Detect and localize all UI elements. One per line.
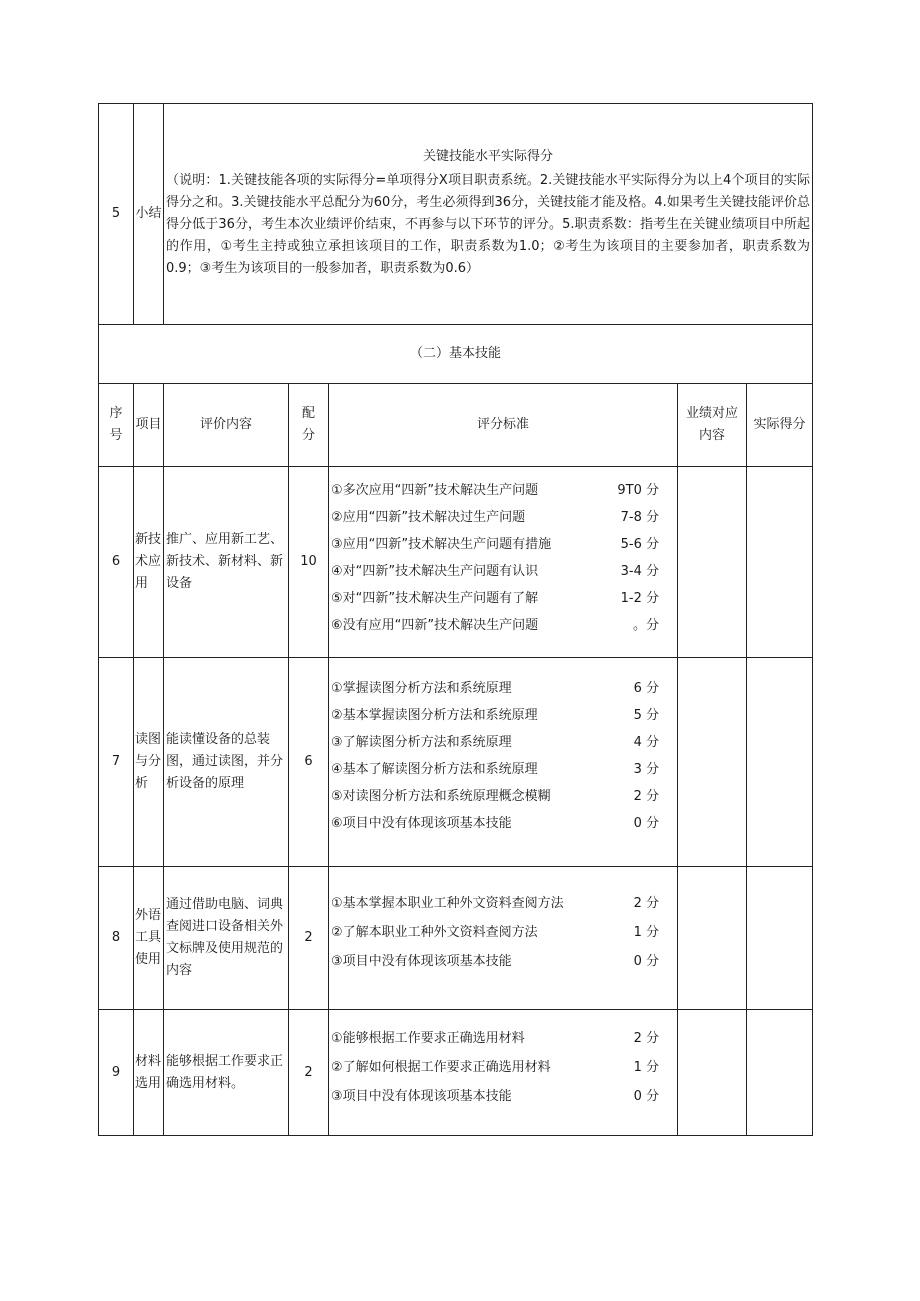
criterion: ①掌握读图分析方法和系统原理 6 分 — [331, 681, 659, 696]
criterion: ②应用“四新”技术解决过生产问题 7-8 分 — [331, 510, 659, 525]
header-actual: 实际得分 — [753, 417, 806, 432]
criterion: ①能够根据工作要求正确选用材料 2 分 — [331, 1031, 659, 1046]
rule — [98, 103, 813, 104]
criterion: ④基本了解读图分析方法和系统原理 3 分 — [331, 762, 659, 777]
row-no: 9 — [111, 1064, 121, 1080]
header-points: 配分 — [301, 406, 315, 443]
summary-title: 关键技能水平实际得分 — [422, 149, 553, 164]
row-content: 通过借助电脑、词典查阅进口设备相关外文标牌及使用规范的内容 — [166, 897, 284, 978]
rule — [163, 103, 164, 324]
header-item: 项目 — [135, 417, 162, 432]
row-points: 2 — [304, 930, 313, 945]
rule — [677, 383, 678, 1136]
criterion: ⑤对“四新”技术解决生产问题有了解 1-2 分 — [331, 591, 659, 606]
row-item: 读图与分析 — [135, 732, 162, 791]
rule — [163, 383, 164, 1136]
criterion: ③项目中没有体现该项基本技能 0 分 — [331, 1089, 659, 1104]
criterion: ②了解如何根据工作要求正确选用材料 1 分 — [331, 1060, 659, 1075]
criterion: ⑤对读图分析方法和系统原理概念模糊 2 分 — [331, 789, 659, 804]
header-no: 序号 — [109, 406, 123, 443]
summary-no: 5 — [111, 206, 121, 221]
criterion: ⑥没有应用“四新”技术解决生产问题 。分 — [331, 618, 659, 633]
row-content: 能读懂设备的总装图，通过读图，并分析设备的原理 — [166, 732, 284, 791]
header-content: 评价内容 — [199, 417, 252, 432]
row-item: 外语工具使用 — [135, 908, 162, 967]
summary-text: （说明：1.关键技能各项的实际得分=单项得分X项目职责系统。2.关键技能水平实际得分为以上4个项目的实际得分之和。3.关键技能水平总配分为60分，考生必须得到36分，关键技能才能及格。4.如果考生关键技能评价总得分低于36分，考生本次业绩评价结束，不再参与以下环节的评分。5.职责系数：指考生在关键业绩项目中所起的作用，①考生主持或独立承担该项目的工作，职责系数为1.0；②考生为该项目的主要参加者，职责系数为0.9；③考生为该项目的一般参加者，职责系数为0.6） — [166, 173, 810, 276]
criterion: ①基本掌握本职业工种外文资料查阅方法 2 分 — [331, 896, 659, 911]
header-criteria: 评分标准 — [476, 417, 529, 432]
row-no: 7 — [111, 754, 121, 769]
rule — [746, 383, 747, 1136]
criterion: ③了解读图分析方法和系统原理 4 分 — [331, 735, 659, 750]
row-item: 新技术应用 — [135, 532, 162, 591]
row-points: 2 — [304, 1064, 313, 1080]
row-content: 推广、应用新工艺、新技术、新材料、新设备 — [166, 532, 284, 591]
row-points: 10 — [300, 554, 317, 569]
section-title: （二）基本技能 — [409, 346, 501, 361]
rule — [328, 383, 329, 1136]
rule — [812, 103, 813, 1136]
criterion: ④对“四新”技术解决生产问题有认识 3-4 分 — [331, 564, 659, 579]
criterion: ②基本掌握读图分析方法和系统原理 5 分 — [331, 708, 659, 723]
row-no: 6 — [111, 554, 121, 569]
rule — [98, 1135, 813, 1136]
row-item: 材料选用 — [135, 1053, 162, 1091]
row-no: 8 — [111, 930, 121, 945]
criterion: ①多次应用“四新”技术解决生产问题 9T0 分 — [331, 483, 659, 498]
summary-item: 小结 — [135, 206, 162, 221]
criterion: ②了解本职业工种外文资料查阅方法 1 分 — [331, 925, 659, 940]
row-content: 能够根据工作要求正确选用材料。 — [166, 1053, 284, 1091]
criterion: ③项目中没有体现该项基本技能 0 分 — [331, 954, 659, 969]
row-points: 6 — [304, 754, 313, 769]
header-evidence: 业绩对应内容 — [685, 406, 738, 443]
criterion: ⑥项目中没有体现该项基本技能 0 分 — [331, 816, 659, 831]
criterion: ③应用“四新”技术解决生产问题有措施 5-6 分 — [331, 537, 659, 552]
